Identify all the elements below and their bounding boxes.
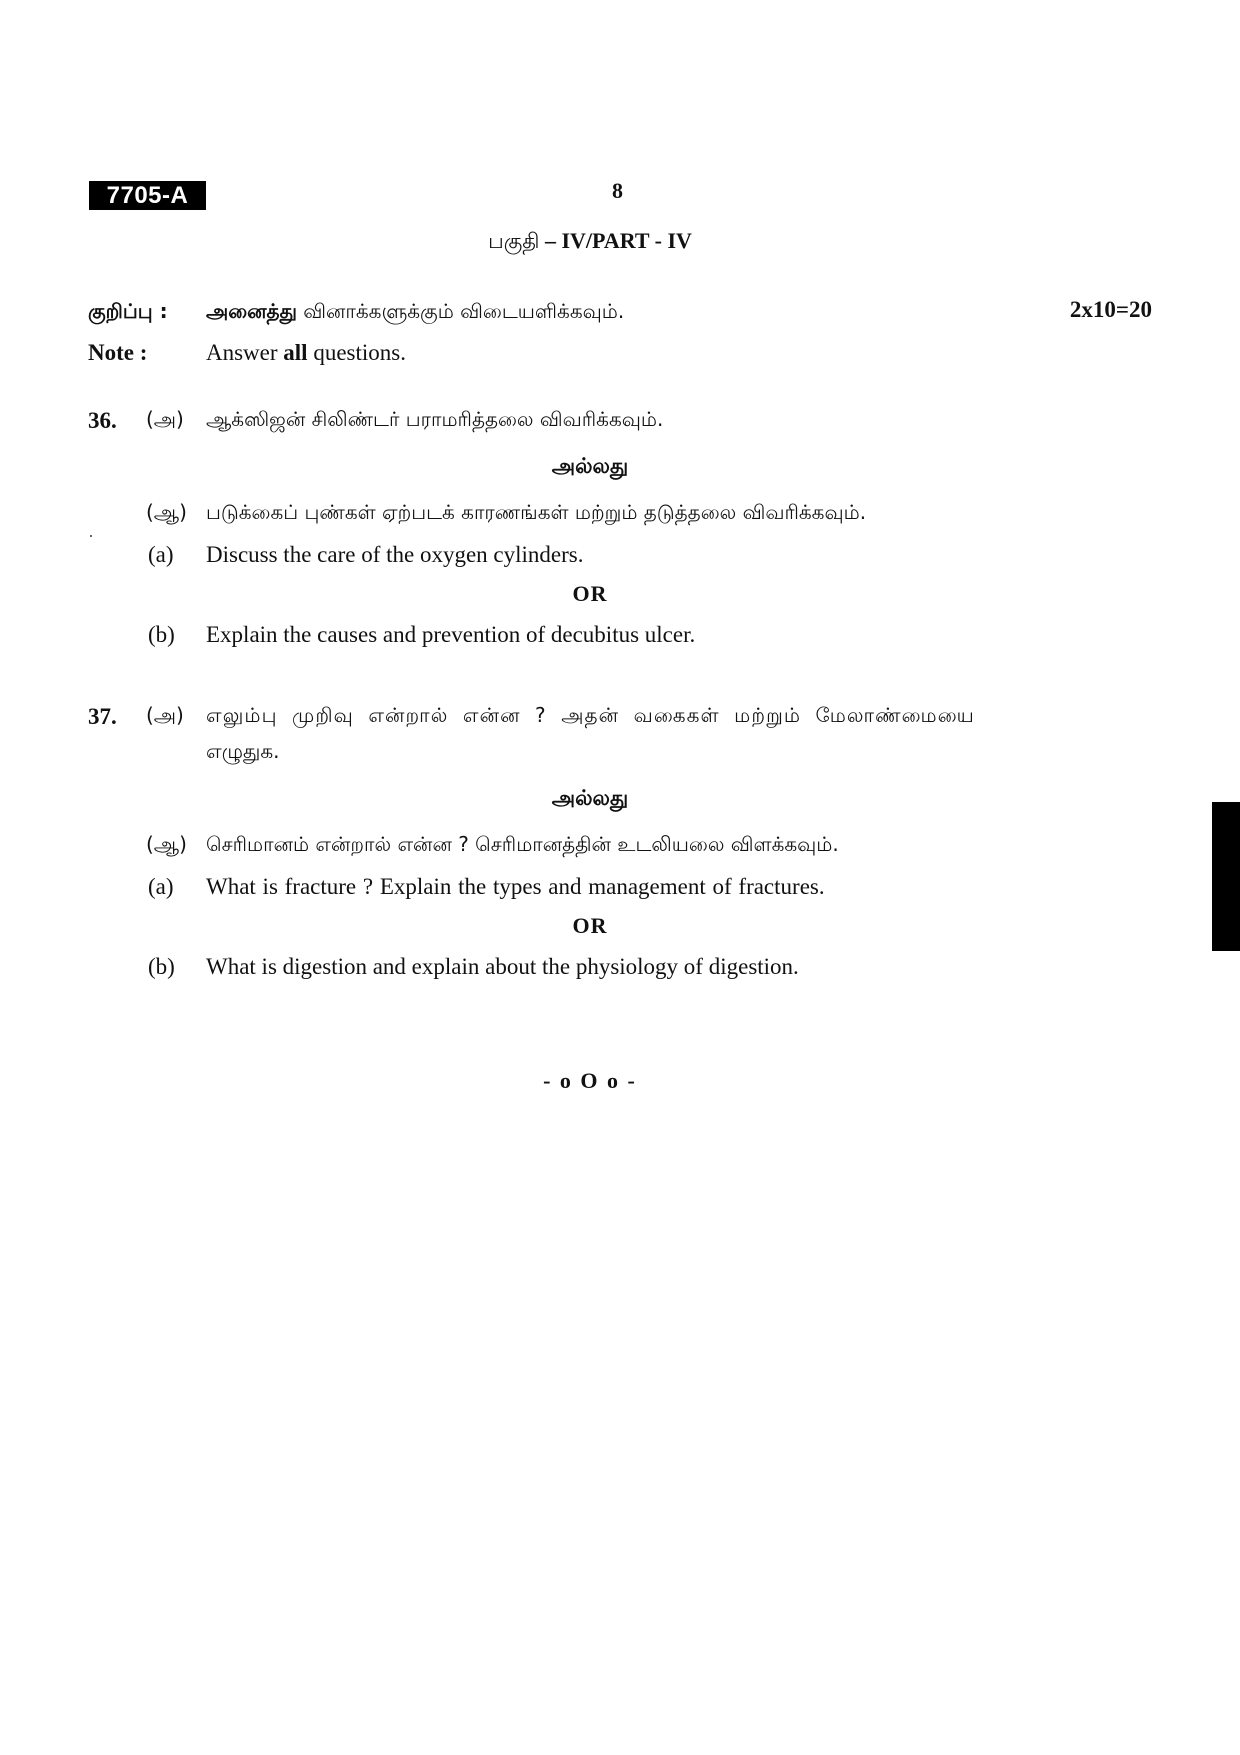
edge-index-bar: [1212, 802, 1240, 951]
question-text-english: What is fracture ? Explain the types and management of fractures.: [206, 874, 825, 899]
option-marker: (a): [148, 542, 174, 567]
total-marks: 2x10=20: [1069, 297, 1152, 322]
or-separator-tamil: அல்லது: [551, 454, 629, 478]
section-title-english: IV/PART - IV: [561, 228, 692, 253]
option-marker: (a): [148, 874, 174, 899]
page-number: 8: [612, 178, 623, 203]
option-marker: (b): [148, 954, 175, 979]
note-text-tamil: அனைத்து வினாக்களுக்கும் விடையளிக்கவும்.: [206, 299, 625, 323]
question-text-tamil: படுக்கைப் புண்கள் ஏற்படக் காரணங்கள் மற்றும் தடுத்தலை விவரிக்கவும்.: [206, 500, 867, 524]
question-text-english: Explain the causes and prevention of decubitus ulcer.: [206, 622, 696, 647]
paper-code-badge: 7705-A: [89, 181, 206, 210]
or-separator-english: OR: [572, 913, 608, 938]
question-text-english: What is digestion and explain about the physiology of digestion.: [206, 954, 799, 979]
or-separator-english: OR: [572, 581, 608, 606]
question-text-tamil-continued: எழுதுக.: [206, 739, 280, 763]
section-title-tamil: பகுதி: [488, 229, 540, 253]
scan-speck: [90, 535, 92, 537]
question-number: 37.: [88, 704, 117, 729]
question-text-english: Discuss the care of the oxygen cylinders.: [206, 542, 584, 567]
note-label-tamil: குறிப்பு :: [88, 299, 168, 323]
or-separator-tamil: அல்லது: [551, 786, 629, 810]
question-text-tamil: செரிமானம் என்றால் என்ன ? செரிமானத்தின் உடலியலை விளக்கவும்.: [206, 832, 839, 856]
note-label-english: Note :: [88, 340, 148, 365]
option-marker: (ஆ): [146, 832, 187, 856]
section-title: [0, 228, 1180, 256]
option-marker: (அ): [146, 407, 184, 431]
note-text-english: Answer all questions.: [206, 340, 406, 365]
option-marker: (ஆ): [146, 500, 187, 524]
question-number: 36.: [88, 408, 117, 433]
option-marker: (b): [148, 622, 175, 647]
question-text-tamil: எலும்பு முறிவு என்றால் என்ன ? அதன் வகைகள் மற்றும் மேலாண்மையை: [206, 703, 975, 727]
question-text-tamil: ஆக்ஸிஜன் சிலிண்டர் பராமரித்தலை விவரிக்கவும்.: [206, 407, 664, 431]
end-of-paper-mark: - o O o -: [543, 1068, 637, 1093]
section-title-separator: –: [539, 228, 562, 253]
option-marker: (அ): [146, 703, 184, 727]
